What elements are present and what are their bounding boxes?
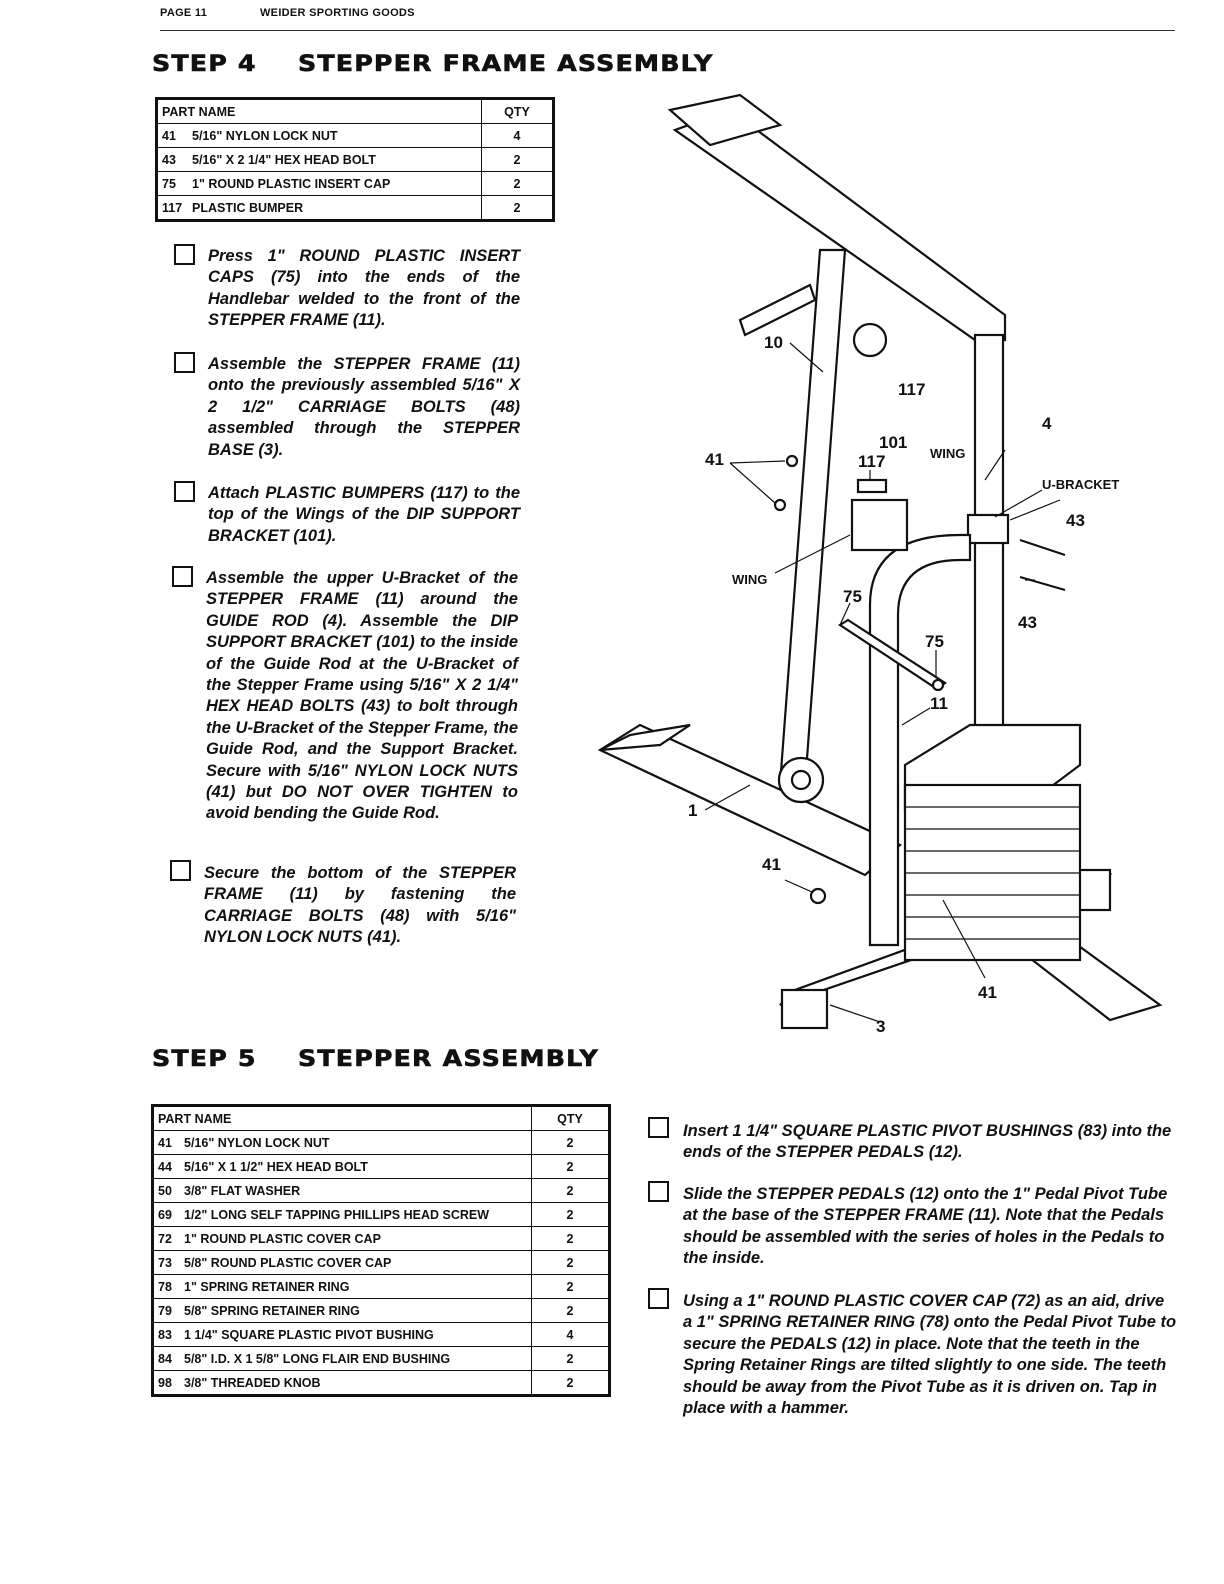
- callout-3: 3: [876, 1017, 886, 1036]
- col-part-name: PART NAME: [153, 1106, 532, 1131]
- frame-arm: [740, 285, 815, 335]
- table-row: 72 1" ROUND PLASTIC COVER CAP 2: [153, 1227, 610, 1251]
- callout-117-lower: 117: [858, 452, 886, 471]
- callout-wing-lower: WING: [732, 572, 768, 587]
- table-row: 73 5/8" ROUND PLASTIC COVER CAP 2: [153, 1251, 610, 1275]
- step5-label: STEP 5: [152, 1047, 257, 1072]
- table-row: 79 5/8" SPRING RETAINER RING 2: [153, 1299, 610, 1323]
- u-bracket: [968, 515, 1008, 543]
- step4-checkbox-3[interactable]: [174, 481, 195, 502]
- table-row: 50 3/8" FLAT WASHER 2: [153, 1179, 610, 1203]
- step4-checkbox-1[interactable]: [174, 244, 195, 265]
- callout-75-left: 75: [843, 587, 862, 606]
- step4-checkbox-5[interactable]: [170, 860, 191, 881]
- step5-checkbox-2[interactable]: [648, 1181, 669, 1202]
- company-name: WEIDER SPORTING GOODS: [260, 7, 415, 19]
- table-row: 41 5/16" NYLON LOCK NUT 4: [157, 124, 554, 148]
- plastic-bumper: [858, 480, 886, 492]
- table-row: 84 5/8" I.D. X 1 5/8" LONG FLAIR END BUSHING 2: [153, 1347, 610, 1371]
- table-row: 41 5/16" NYLON LOCK NUT 2: [153, 1131, 610, 1155]
- step4-instruction-1: Press 1" ROUND PLASTIC INSERT CAPS (75) into the ends of the Handlebar welded to the front of the STEPPER FRAME (11).: [208, 247, 520, 330]
- callout-10: 10: [764, 333, 783, 352]
- table-row: 69 1/2" LONG SELF TAPPING PHILLIPS HEAD SCREW 2: [153, 1203, 610, 1227]
- step5-instruction-2: Slide the STEPPER PEDALS (12) onto the 1" Pedal Pivot Tube at the base of the STEPPER FRAME (11). Note that the Pedals should be assembled with the series of holes in the Pedals to the inside.: [683, 1185, 1168, 1268]
- callout-wing-upper: WING: [930, 446, 966, 461]
- step5-instruction-3: Using a 1" ROUND PLASTIC COVER CAP (72) as an aid, drive a 1" SPRING RETAINER RING (78) onto the Pedal Pivot Tube to secure the PEDALS (12) in place. Note that the teeth in the Spring Retainer Rings are tilted slightly to one side. The teeth should be away from the Pivot Tube as it is driven on. Tap in place with a hammer.: [683, 1292, 1177, 1418]
- callout-u-bracket: U-BRACKET: [1042, 477, 1120, 492]
- col-qty: QTY: [482, 99, 554, 124]
- top-pulley: [854, 324, 886, 356]
- callout-41-right: 41: [978, 983, 997, 1002]
- callout-43-upper: 43: [1066, 511, 1085, 530]
- step5-parts-table: [151, 1104, 611, 1397]
- col-part-name: PART NAME: [157, 99, 482, 124]
- step4-instruction-5: Secure the bottom of the STEPPER FRAME (11) by fastening the CARRIAGE BOLTS (48) with 5/16" NYLON LOCK NUTS (41).: [204, 864, 516, 947]
- table-row: 44 5/16" X 1 1/2" HEX HEAD BOLT 2: [153, 1155, 610, 1179]
- step5-checkbox-1[interactable]: [648, 1117, 669, 1138]
- step4-parts-table: [155, 97, 555, 222]
- callout-117-upper: 117: [898, 380, 926, 399]
- pulley-hub: [792, 771, 810, 789]
- lock-nut-base-left: [811, 889, 825, 903]
- step5-instruction-1: Insert 1 1/4" SQUARE PLASTIC PIVOT BUSHINGS (83) into the ends of the STEPPER PEDALS (12).: [683, 1122, 1172, 1162]
- col-qty: QTY: [532, 1106, 610, 1131]
- table-row: 75 1" ROUND PLASTIC INSERT CAP 2: [157, 172, 554, 196]
- callout-43-lower: 43: [1018, 613, 1037, 632]
- step5-checkbox-3[interactable]: [648, 1288, 669, 1309]
- step4-instruction-2: Assemble the STEPPER FRAME (11) onto the previously assembled 5/16" X 2 1/2" CARRIAGE BOLTS (48) assembled through the STEPPER BASE (3).: [208, 355, 520, 459]
- stepper-frame-diagram: [580, 85, 1180, 1055]
- callout-4: 4: [1042, 414, 1052, 433]
- table-row: 78 1" SPRING RETAINER RING 2: [153, 1275, 610, 1299]
- lock-nut-lower: [775, 500, 785, 510]
- base-cap-left: [782, 990, 827, 1028]
- step5-title: STEPPER ASSEMBLY: [298, 1047, 599, 1072]
- table-row: 43 5/16" X 2 1/4" HEX HEAD BOLT 2: [157, 148, 554, 172]
- step4-checkbox-4[interactable]: [172, 566, 193, 587]
- table-row: 83 1 1/4" SQUARE PLASTIC PIVOT BUSHING 4: [153, 1323, 610, 1347]
- hex-bolt-upper: [1020, 540, 1065, 555]
- header-rule: [160, 30, 1175, 31]
- table-row: 117 PLASTIC BUMPER 2: [157, 196, 554, 221]
- frame-column-10: [780, 250, 845, 785]
- callout-41-upper: 41: [705, 450, 724, 469]
- step4-instruction-3: Attach PLASTIC BUMPERS (117) to the top of the Wings of the DIP SUPPORT BRACKET (101).: [208, 484, 520, 545]
- step4-label: STEP 4: [152, 52, 257, 77]
- insert-cap: [933, 680, 943, 690]
- callout-11: 11: [930, 694, 948, 713]
- table-row: 98 3/8" THREADED KNOB 2: [153, 1371, 610, 1396]
- callout-101: 101: [879, 433, 908, 452]
- dip-support-bracket: [852, 500, 907, 550]
- callout-1: 1: [688, 801, 698, 820]
- base-leg-1: [600, 725, 900, 875]
- step4-checkbox-2[interactable]: [174, 352, 195, 373]
- step4-instruction-4: Assemble the upper U-Bracket of the STEPPER FRAME (11) around the GUIDE ROD (4). Assemble the DIP SUPPORT BRACKET (101) to the inside of the Guide Rod at the U-Bracket of the Stepper Frame using 5/16" X 2 1/4" HEX HEAD BOLTS (43) to bolt through the U-Bracket of the Stepper Frame, the Guide Rod, and the Support Bracket. Secure with 5/16" NYLON LOCK NUTS (41) but DO NOT OVER TIGHTEN to avoid bending the Guide Rod.: [206, 569, 518, 823]
- hex-bolt-lower: [1020, 577, 1065, 590]
- callout-75-right: 75: [925, 632, 944, 651]
- step4-title: STEPPER FRAME ASSEMBLY: [298, 52, 714, 77]
- lock-nut-upper: [787, 456, 797, 466]
- callout-41-left: 41: [762, 855, 781, 874]
- page-number: PAGE 11: [160, 7, 208, 19]
